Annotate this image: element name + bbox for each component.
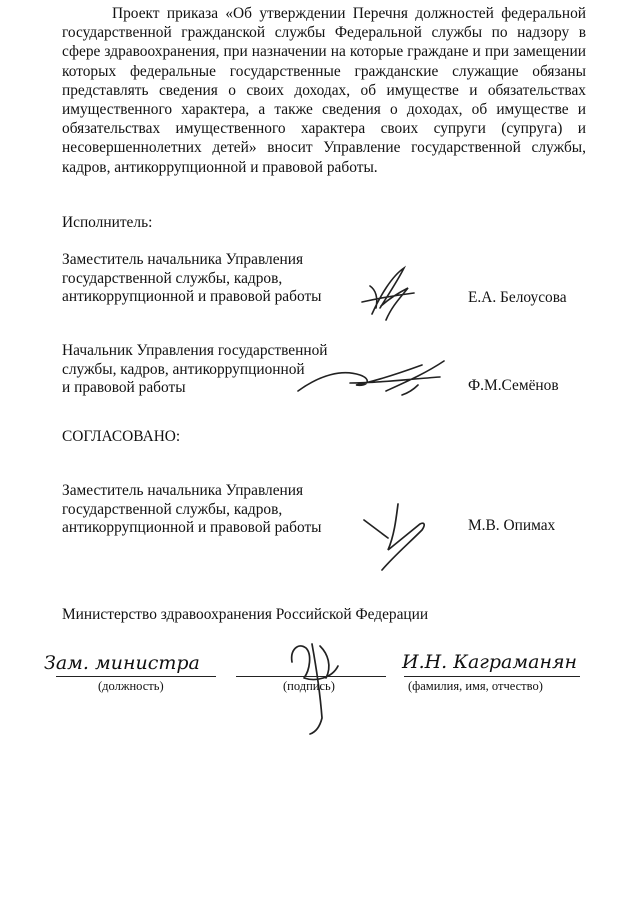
- position-line: государственной службы, кадров,: [62, 269, 283, 287]
- position-underline: [56, 676, 216, 677]
- position-line: и правовой работы: [62, 379, 186, 397]
- position-line: антикоррупционной и правовой работы: [62, 519, 322, 537]
- signature-caption: (подпись): [283, 679, 335, 693]
- signature-semenov: [290, 355, 470, 405]
- approved-person-name: М.В. Опимах: [468, 517, 556, 534]
- executor-heading: Исполнитель:: [62, 214, 153, 231]
- position-line: Заместитель начальника Управления: [62, 482, 304, 499]
- signature-opimakh: [358, 498, 448, 578]
- handwritten-position: Зам. министра: [44, 652, 200, 674]
- approved-heading: СОГЛАСОВАНО:: [62, 428, 181, 445]
- name-underline: [404, 676, 580, 677]
- ministry-title: Министерство здравоохранения Российской Федерации: [62, 606, 429, 623]
- position-caption: (должность): [98, 679, 164, 693]
- executor-person1-position: [62, 251, 322, 307]
- handwritten-name: И.Н. Каграманян: [402, 651, 578, 673]
- position-line: государственной службы, кадров,: [62, 500, 283, 518]
- position-line: антикоррупционной и правовой работы: [62, 288, 322, 306]
- approved-person-position: [62, 482, 322, 538]
- executor-person1-name: Е.А. Белоусова: [468, 289, 567, 306]
- executor-person2-position: [62, 342, 328, 398]
- position-line: Начальник Управления государственной: [62, 342, 328, 359]
- signature-underline: [236, 676, 386, 677]
- executor-person2-name: Ф.М.Семёнов: [468, 377, 559, 394]
- signature-belousova: [350, 262, 420, 332]
- position-line: Заместитель начальника Управления: [62, 251, 304, 268]
- order-description-paragraph: Проект приказа «Об утверждении Перечня должностей федеральной государственной гражданской службы Федеральной службы по надзору в сфере здравоохранения, при назначении на которые граждане и при замещении которых федеральные государственные гражданские служащие обязаны представлять сведения о своих доходах, об имуществе и обязательствах имущественного характера, а также сведения о доходах, об имуществе и обязательствах имущественного характера своих супруги (супруга) и несовершеннолетних детей» вносит Управление государственной службы, кадров, антикоррупционной и правовой работы.: [62, 5, 586, 176]
- position-line: службы, кадров, антикоррупционной: [62, 360, 305, 378]
- name-caption: (фамилия, имя, отчество): [408, 679, 543, 693]
